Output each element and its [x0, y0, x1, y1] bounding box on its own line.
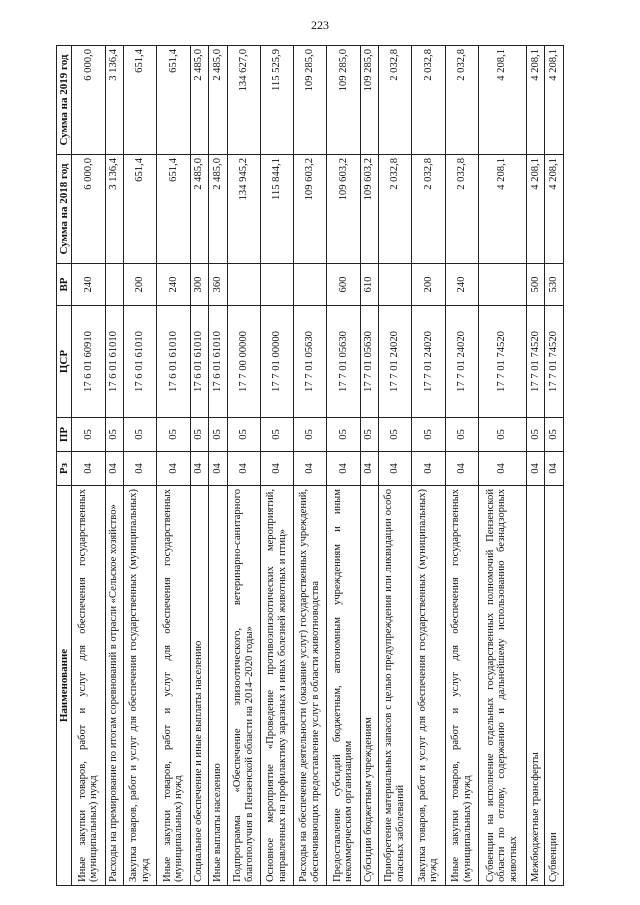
cell-pr: 05	[526, 418, 545, 452]
cell-rz: 04	[545, 452, 564, 486]
table-row	[545, 46, 564, 886]
table-row	[209, 46, 228, 886]
table-row	[157, 46, 190, 886]
cell-pr: 05	[478, 418, 526, 452]
cell-name: Закупка товаров, работ и услуг для обеспечения государственных (муниципальных) нужд	[412, 486, 445, 886]
cell-pr: 05	[209, 418, 228, 452]
cell-csr: 17 7 01 24020	[445, 306, 478, 418]
cell-csr: 17 7 01 74520	[478, 306, 526, 418]
cell-vr: 600	[327, 264, 360, 306]
cell-csr: 17 7 01 74520	[526, 306, 545, 418]
cell-name: Субвенции	[545, 486, 564, 886]
cell-sum-2019: 2 032,8	[379, 46, 412, 155]
cell-sum-2019: 2 032,8	[412, 46, 445, 155]
cell-sum-2019: 651,4	[157, 46, 190, 155]
table-header-row	[57, 46, 72, 886]
cell-csr: 17 7 01 00000	[260, 306, 293, 418]
cell-rz: 04	[260, 452, 293, 486]
cell-sum-2018: 2 485,0	[190, 155, 209, 264]
cell-name: Межбюджетные трансферты	[526, 486, 545, 886]
cell-vr: 610	[360, 264, 379, 306]
cell-rz: 04	[379, 452, 412, 486]
cell-name: Приобретение материальных запасов с целью предупреждения или ликвидации особо опасных заболеваний	[379, 486, 412, 886]
cell-sum-2018: 6 000,0	[72, 155, 105, 264]
cell-sum-2019: 134 627,0	[227, 46, 260, 155]
cell-sum-2019: 2 485,0	[209, 46, 228, 155]
cell-csr: 17 7 01 24020	[412, 306, 445, 418]
cell-vr: 360	[209, 264, 228, 306]
table-row	[72, 46, 105, 886]
table-row	[105, 46, 124, 886]
cell-sum-2018: 4 208,1	[478, 155, 526, 264]
cell-sum-2018: 109 603,2	[327, 155, 360, 264]
table-row	[526, 46, 545, 886]
rotated-table-container	[56, 46, 564, 886]
cell-name: Иные закупки товаров, работ и услуг для обеспечения государственных (муниципальных) нужд	[445, 486, 478, 886]
cell-vr: 240	[445, 264, 478, 306]
cell-csr: 17 7 00 00000	[227, 306, 260, 418]
cell-pr: 05	[412, 418, 445, 452]
cell-sum-2019: 115 525,9	[260, 46, 293, 155]
cell-name: Иные закупки товаров, работ и услуг для обеспечения государственных (муниципальных) нужд	[157, 486, 190, 886]
cell-csr: 17 6 01 61010	[209, 306, 228, 418]
table-row	[227, 46, 260, 886]
cell-sum-2018: 4 208,1	[545, 155, 564, 264]
cell-sum-2018: 3 136,4	[105, 155, 124, 264]
cell-sum-2019: 2 485,0	[190, 46, 209, 155]
cell-pr: 05	[105, 418, 124, 452]
cell-pr: 05	[72, 418, 105, 452]
cell-vr: 200	[412, 264, 445, 306]
cell-sum-2018: 134 945,2	[227, 155, 260, 264]
cell-rz: 04	[124, 452, 157, 486]
cell-name: Предоставление субсидий бюджетным, автономным учреждениям и иным некоммерческим организациям	[327, 486, 360, 886]
cell-rz: 04	[105, 452, 124, 486]
cell-csr: 17 7 01 74520	[545, 306, 564, 418]
cell-pr: 05	[227, 418, 260, 452]
cell-vr	[260, 264, 293, 306]
cell-pr: 05	[260, 418, 293, 452]
table-row	[294, 46, 327, 886]
cell-rz: 04	[412, 452, 445, 486]
table-row	[360, 46, 379, 886]
table-body	[72, 46, 564, 886]
cell-sum-2018: 2 032,8	[379, 155, 412, 264]
cell-rz: 04	[526, 452, 545, 486]
cell-sum-2018: 4 208,1	[526, 155, 545, 264]
cell-rz: 04	[72, 452, 105, 486]
cell-vr: 200	[124, 264, 157, 306]
cell-pr: 05	[294, 418, 327, 452]
cell-name: Иные выплаты населению	[209, 486, 228, 886]
cell-name: Закупка товаров, работ и услуг для обеспечения государственных (муниципальных) нужд	[124, 486, 157, 886]
header-rz: Рз	[57, 452, 72, 486]
cell-rz: 04	[445, 452, 478, 486]
cell-sum-2019: 4 208,1	[526, 46, 545, 155]
cell-sum-2018: 2 032,8	[445, 155, 478, 264]
cell-sum-2019: 109 285,0	[327, 46, 360, 155]
cell-sum-2018: 2 032,8	[412, 155, 445, 264]
cell-vr: 240	[157, 264, 190, 306]
cell-pr: 05	[190, 418, 209, 452]
cell-vr	[478, 264, 526, 306]
cell-rz: 04	[157, 452, 190, 486]
cell-rz: 04	[209, 452, 228, 486]
table-row	[412, 46, 445, 886]
cell-sum-2018: 115 844,1	[260, 155, 293, 264]
header-vr: ВР	[57, 264, 72, 306]
table-row	[379, 46, 412, 886]
table-row	[124, 46, 157, 886]
table-row	[260, 46, 293, 886]
table-row	[190, 46, 209, 886]
cell-csr: 17 6 01 61010	[105, 306, 124, 418]
cell-sum-2019: 6 000,0	[72, 46, 105, 155]
cell-sum-2019: 4 208,1	[478, 46, 526, 155]
cell-name: Субвенции на исполнение отдельных государственных полномочий Пензенской области по отлову, содержанию и дальнейшему использованию безнадзорных животных	[478, 486, 526, 886]
cell-name: Расходы на обеспечение деятельности (оказание услуг) государственных учреждений, обеспечивающих предоставление услуг в области животноводства	[294, 486, 327, 886]
cell-sum-2018: 651,4	[157, 155, 190, 264]
cell-rz: 04	[327, 452, 360, 486]
cell-vr: 240	[72, 264, 105, 306]
cell-name: Основное мероприятие «Проведение противоэпизоотических мероприятий, направленных на профилактику заразных и иных болезней животных и птиц»	[260, 486, 293, 886]
cell-vr	[105, 264, 124, 306]
cell-pr: 05	[327, 418, 360, 452]
cell-sum-2018: 651,4	[124, 155, 157, 264]
cell-rz: 04	[227, 452, 260, 486]
cell-name: Подпрограмма «Обеспечение эпизоотического, ветеринарно-санитарного благополучия в Пензенской области на 2014–2020 годы»	[227, 486, 260, 886]
cell-csr: 17 6 01 61010	[157, 306, 190, 418]
cell-csr: 17 6 01 61010	[190, 306, 209, 418]
cell-pr: 05	[124, 418, 157, 452]
cell-csr: 17 6 01 61010	[124, 306, 157, 418]
cell-pr: 05	[360, 418, 379, 452]
cell-pr: 05	[157, 418, 190, 452]
cell-sum-2019: 651,4	[124, 46, 157, 155]
cell-csr: 17 7 01 24020	[379, 306, 412, 418]
cell-vr	[227, 264, 260, 306]
cell-sum-2018: 109 603,2	[294, 155, 327, 264]
cell-vr: 300	[190, 264, 209, 306]
cell-sum-2018: 2 485,0	[209, 155, 228, 264]
cell-name: Социальное обеспечение и иные выплаты населению	[190, 486, 209, 886]
cell-sum-2019: 4 208,1	[545, 46, 564, 155]
cell-csr: 17 7 01 05630	[327, 306, 360, 418]
cell-pr: 05	[545, 418, 564, 452]
cell-csr: 17 7 01 05630	[294, 306, 327, 418]
header-sum-2018: Сумма на 2018 год	[57, 155, 72, 264]
cell-pr: 05	[379, 418, 412, 452]
cell-sum-2019: 3 136,4	[105, 46, 124, 155]
cell-rz: 04	[478, 452, 526, 486]
header-pr: ПР	[57, 418, 72, 452]
cell-sum-2019: 2 032,8	[445, 46, 478, 155]
cell-csr: 17 6 01 60910	[72, 306, 105, 418]
cell-vr: 530	[545, 264, 564, 306]
cell-rz: 04	[294, 452, 327, 486]
cell-sum-2018: 109 603,2	[360, 155, 379, 264]
table-row	[445, 46, 478, 886]
cell-vr	[379, 264, 412, 306]
header-name: Наименование	[57, 486, 72, 886]
cell-rz: 04	[360, 452, 379, 486]
header-csr: ЦСР	[57, 306, 72, 418]
cell-rz: 04	[190, 452, 209, 486]
cell-name: Субсидии бюджетным учреждениям	[360, 486, 379, 886]
cell-vr	[294, 264, 327, 306]
cell-name: Расходы на премирование по итогам соревнований в отрасли «Сельское хозяйство»	[105, 486, 124, 886]
cell-csr: 17 7 01 05630	[360, 306, 379, 418]
table-row	[478, 46, 526, 886]
budget-table	[56, 45, 564, 886]
page-number: 223	[311, 18, 329, 32]
cell-name: Иные закупки товаров, работ и услуг для обеспечения государственных (муниципальных) нужд	[72, 486, 105, 886]
table-row	[327, 46, 360, 886]
header-sum-2019: Сумма на 2019 год	[57, 46, 72, 155]
cell-vr: 500	[526, 264, 545, 306]
cell-pr: 05	[445, 418, 478, 452]
cell-sum-2019: 109 285,0	[360, 46, 379, 155]
cell-sum-2019: 109 285,0	[294, 46, 327, 155]
